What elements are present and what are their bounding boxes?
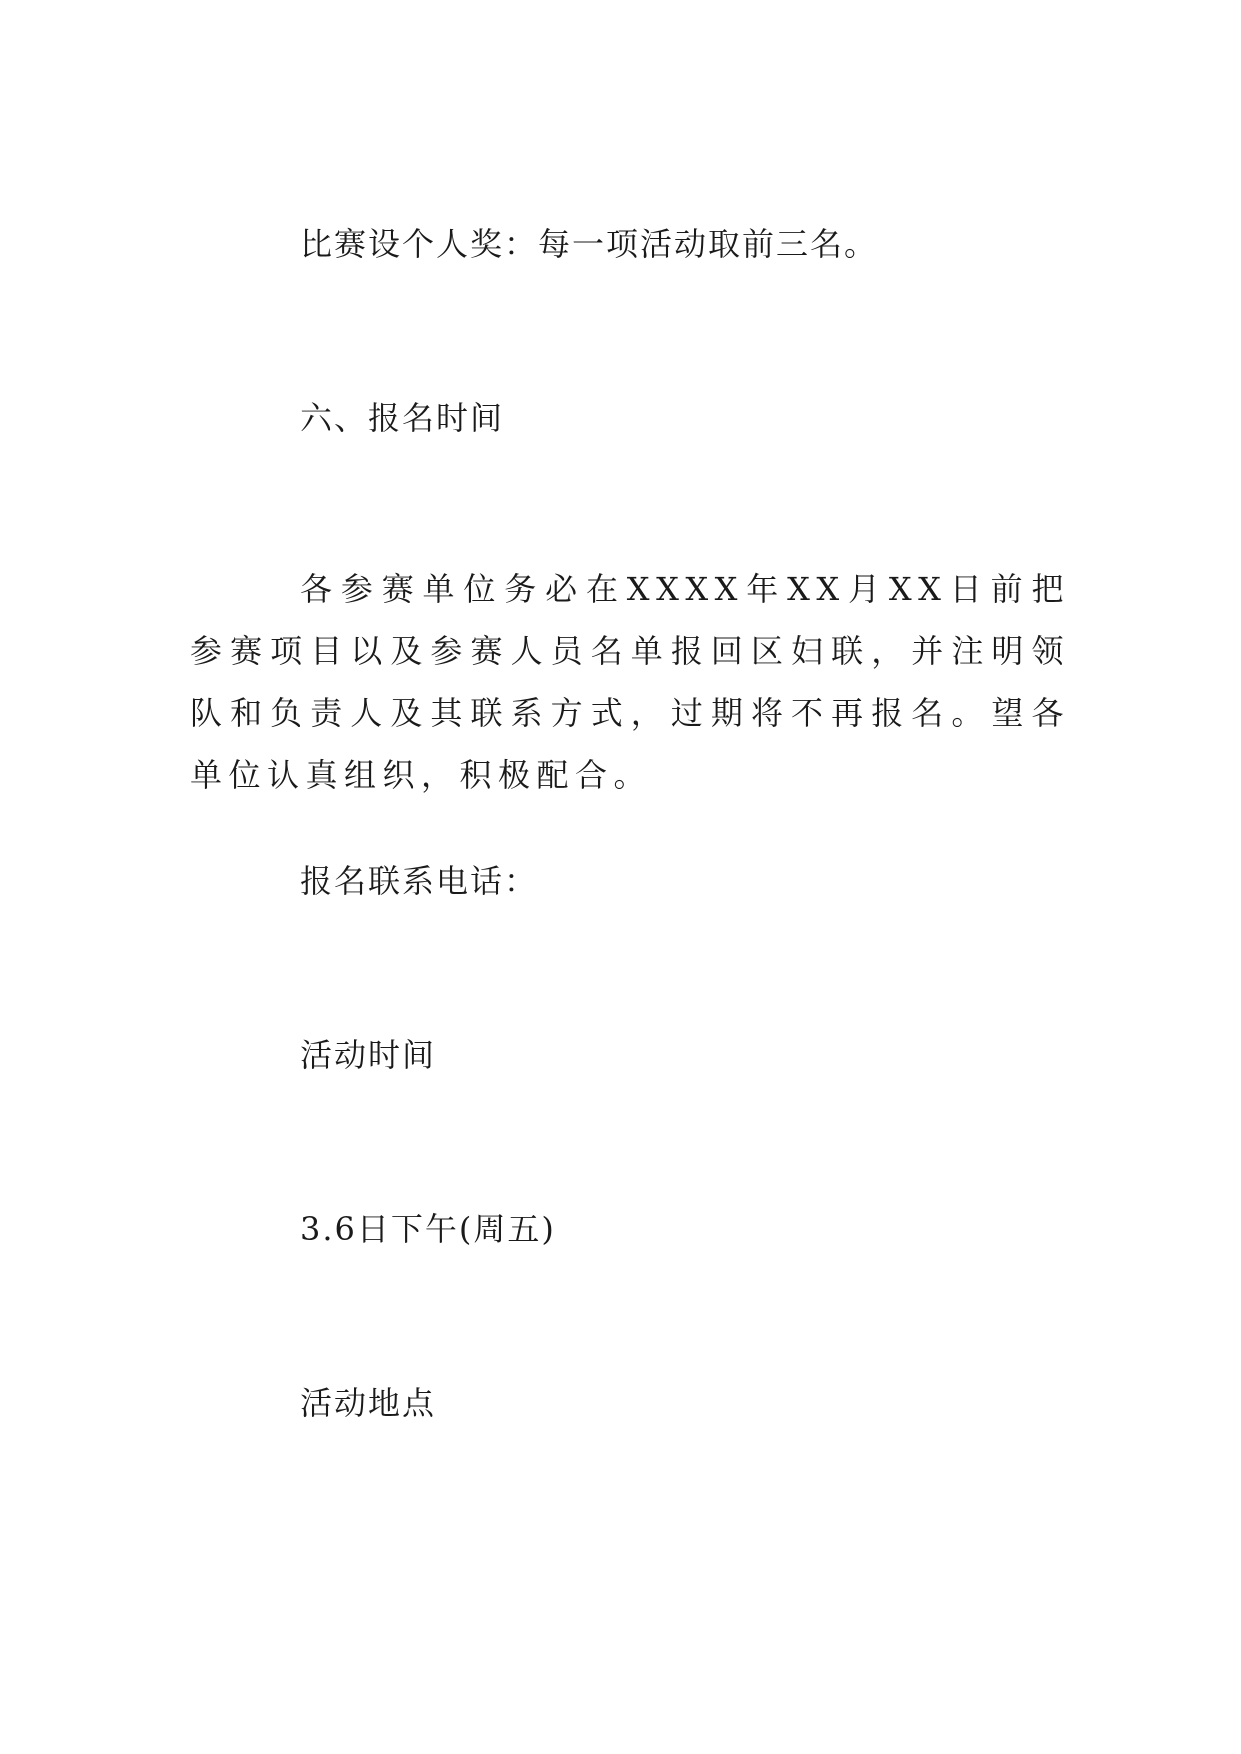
registration-paragraph: 各参赛单位务必在XXXX年XX月XX日前把参赛项目以及参赛人员名单报回区妇联，并注明领队和负责人及其联系方式，过期将不再报名。望各单位认真组织，积极配合。 [190, 570, 1070, 794]
activity-time-value: 3.6日下午(周五) [300, 1210, 556, 1248]
awards-line: 比赛设个人奖：每一项活动取前三名。 [300, 225, 879, 263]
contact-phone-label: 报名联系电话： [300, 862, 539, 900]
section-heading-registration-time: 六、报名时间 [300, 399, 505, 437]
activity-location-label: 活动地点 [300, 1384, 437, 1422]
activity-time-label: 活动时间 [300, 1036, 437, 1074]
